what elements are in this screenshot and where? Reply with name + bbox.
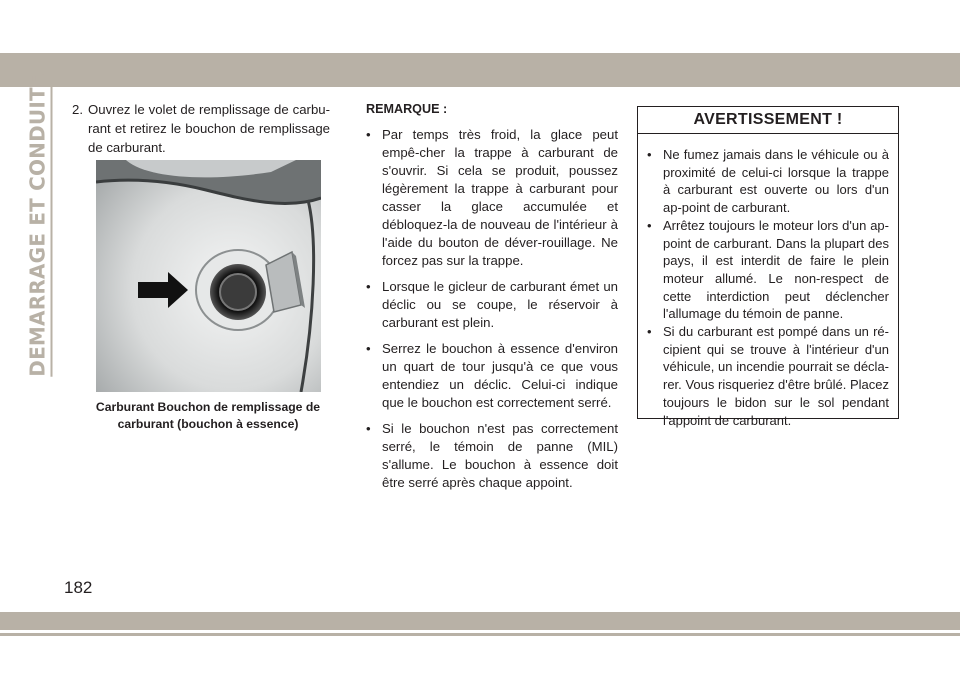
- left-column: [72, 100, 330, 157]
- bullet-dot: •: [366, 279, 371, 294]
- note-bullet-text: Par temps très froid, la glace peut empê-cher la trappe à carburant de s'ouvrir. Si cela se produit, poussez légèrement la trappe à carburant pour casser la glace accumulée et débloquez-la de nouveau de l'intérieur à l'aide du bouton de déver-rouillage. Ne forcez pas sur la trappe.: [382, 127, 618, 268]
- note-bullet-text: Serrez le bouchon à essence d'environ un quart de tour jusqu'à ce que vous entendiez un déclic. Celui-ci indique que le bouchon est correctement serré.: [382, 341, 618, 410]
- note-heading: REMARQUE :: [366, 102, 448, 116]
- bullet-dot: •: [647, 324, 652, 340]
- bullet-dot: •: [366, 421, 371, 436]
- footer-rule: [0, 633, 960, 636]
- warning-bullet-text: Arrêtez toujours le moteur lors d'un ap-point de carburant. Dans la plupart des pays, il est interdit de faire le plein moteur allumé. Le non-respect de cette interdiction peut déclencher l'allumage du témoin de panne.: [663, 217, 889, 322]
- note-bullet-text: Si le bouchon n'est pas correctement serré, le témoin de panne (MIL) s'allume. Le bouchon à essence doit être serré après chaque appoint.: [382, 421, 618, 490]
- section-side-title: [24, 73, 54, 377]
- middle-column: [366, 100, 618, 500]
- footer-bar: [0, 612, 960, 630]
- note-bullet: [366, 278, 618, 332]
- warning-bullet: [647, 323, 889, 429]
- bullet-dot: •: [366, 127, 371, 142]
- warning-bullet: [647, 217, 889, 323]
- bullet-dot: •: [366, 341, 371, 356]
- fuel-door-illustration: [96, 160, 321, 392]
- step-text: Ouvrez le volet de remplissage de carbu-rant et retirez le bouchon de remplissage de carburant.: [88, 102, 330, 155]
- fuel-cap-photo: [96, 160, 321, 392]
- warning-body: [638, 134, 898, 429]
- warning-bullet-text: Ne fumez jamais dans le véhicule ou à proximité de celui-ci lorsque la trappe à carburant est ouverte ou lors d'un ap-point de carburant.: [663, 147, 889, 216]
- header-bar: [0, 53, 960, 87]
- bullet-dot: •: [647, 217, 652, 233]
- warning-heading: AVERTISSEMENT !: [638, 107, 898, 134]
- step-number: 2.: [72, 102, 83, 117]
- page-number: 182: [64, 578, 93, 597]
- figure-caption: Carburant Bouchon de remplissage de carburant (bouchon à essence): [95, 400, 321, 431]
- note-bullet: [366, 340, 618, 412]
- section-title-text: DEMARRAGE ET CONDUITE: [26, 73, 53, 376]
- warning-bullet: [647, 146, 889, 217]
- note-bullet: [366, 420, 618, 492]
- warning-box: [637, 106, 899, 428]
- bullet-dot: •: [647, 147, 652, 162]
- note-bullet-text: Lorsque le gicleur de carburant émet un déclic ou se coupe, le réservoir à carburant est plein.: [382, 279, 618, 330]
- note-bullet: [366, 126, 618, 270]
- warning-bullet-text: Si du carburant est pompé dans un ré-cipient qui se trouve à l'intérieur d'un véhicule, un incendie pourrait se décla-rer. Vous risqueriez d'être brûlé. Placez toujours le bidon sur le sol pendant l'appoint de carburant.: [663, 324, 889, 428]
